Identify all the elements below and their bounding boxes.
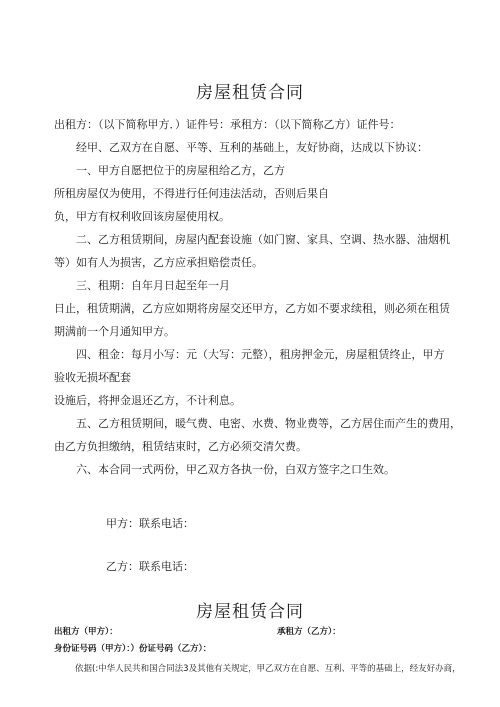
- clause-4-line-3: 设施后，将押金退还乙方，不计利息。: [54, 394, 241, 407]
- clause-3-line-2: 日止，租赁期满，乙方应如期将房屋交还甲方，乙方如不要求续租，则必须在租赁: [54, 302, 450, 315]
- contract-title: 房屋租赁合同: [196, 83, 304, 103]
- clause-2-line-2: 等）如有人为损害，乙方应承担赔偿责任。: [54, 256, 263, 269]
- clause-1-line-2: 所租房屋仅为使用，不得进行任何违法活动，否则后果自: [54, 187, 329, 200]
- signature-party-a: 甲方：联系电话：: [106, 517, 194, 530]
- clause-4-line-2: 验收无损坏配套: [54, 371, 131, 384]
- clause-3-line-3: 期满前一个月通知甲方。: [54, 325, 175, 338]
- clause-3-line-1: 三、租期：自年月日起至年一月: [76, 279, 230, 292]
- clause-6: 六、本合同一式两份，甲乙双方各执一份，白双方签字之口生效。: [76, 463, 395, 476]
- intro-paragraph: 经甲、乙双方在自愿、平等、互利的基础上，友好协商，达成以下协议：: [76, 141, 428, 154]
- clause-4-line-1: 四、租金：每月小写：元（大写：元整），租房押金元，房屋租赁终止，甲方: [76, 348, 445, 361]
- lessor-label: 出租方（甲方）：: [54, 627, 118, 637]
- lessee-label: 承租方（乙方）：: [277, 627, 341, 637]
- legal-basis-line: 依据(:中华人民共和国合同法3及其他有关规定，甲乙双方在自愿、互利、平等的基础上，经友好办商，: [75, 664, 461, 674]
- clause-2-line-1: 二、乙方租赁期间，房屋内配套设施（如门窗、家具、空调、热水器、油烟机: [76, 233, 450, 246]
- signature-party-b: 乙方：联系电话：: [106, 560, 194, 573]
- clause-1-line-3: 负，甲方有权利收回该房屋使用权。: [54, 210, 230, 223]
- clause-1-line-1: 一、甲方自愿把位于的房屋租给乙方，乙方: [76, 164, 285, 177]
- parties-line: 出租方：（以下简称甲方．）证件号：承租方：（以下简称乙方）证件号：: [54, 118, 401, 131]
- clause-5-line-1: 五、乙方租赁期间，暖气费、电密、水费、物业费等，乙方居住而产生的费用，: [76, 417, 461, 430]
- clause-5-line-2: 由乙方负担缴纳，租赁结束时，乙方必须交清欠费。: [54, 440, 307, 453]
- second-contract-title: 房屋租赁合同: [196, 602, 304, 622]
- id-number-line: 身份证号码（甲方）：）份证号码（乙方）：: [54, 644, 212, 654]
